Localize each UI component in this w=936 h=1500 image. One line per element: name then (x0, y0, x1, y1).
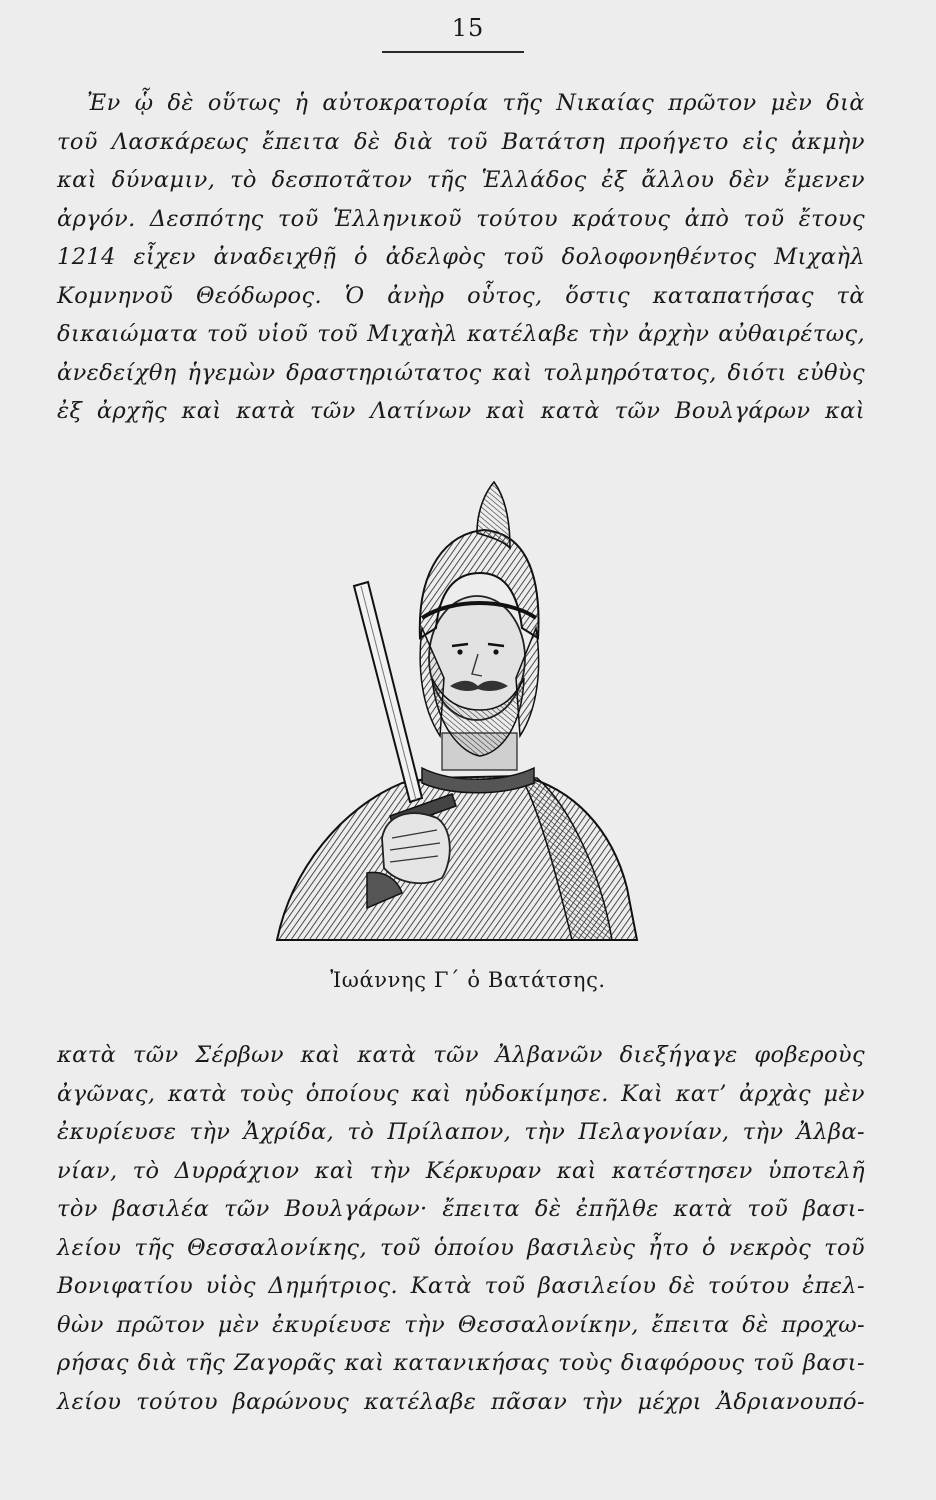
text-line: καὶ δύναμιν, τὸ δεσποτᾶτον τῆς Ἑλλάδος ἐξ ἄλλου δὲν ἔμενεν (57, 167, 865, 193)
text-line: ρήσας διὰ τῆς Ζαγορᾶς καὶ κατανικήσας τοὺς διαφόρους τοῦ βασι- (57, 1350, 865, 1376)
text-line: Κομνηνοῦ Θεόδωρος. Ὁ ἀνὴρ οὗτος, ὅστις καταπατήσας τὰ (57, 282, 865, 309)
paragraph-bottom (57, 1036, 865, 1421)
text-line: λείου τῆς Θεσσαλονίκης, τοῦ ὁποίου βασιλεὺς ἦτο ὁ νεκρὸς τοῦ (57, 1234, 865, 1261)
text-line: ἐκυρίευσε τὴν Ἀχρίδα, τὸ Πρίλαπον, τὴν Πελαγονίαν, τὴν Ἀλβα- (57, 1119, 865, 1145)
text-line: κατὰ τῶν Σέρβων καὶ κατὰ τῶν Ἀλβανῶν διεξήγαγε φοβεροὺς (57, 1042, 865, 1068)
paragraph-top (57, 84, 865, 431)
text-line: Βονιφατίου υἱὸς Δημήτριος. Κατὰ τοῦ βασιλείου δὲ τούτου ἐπελ- (57, 1273, 865, 1299)
text-line: λείου τούτου βαρώνους κατέλαβε πᾶσαν τὴν μέχρι Ἀδριανουπό- (57, 1388, 865, 1415)
portrait-engraving (272, 478, 642, 948)
header-rule (382, 51, 524, 53)
text-line: δικαιώματα τοῦ υἱοῦ τοῦ Μιχαὴλ κατέλαβε τὴν ἀρχὴν αὐθαιρέτως, (57, 321, 865, 347)
figure-caption: Ἰωάννης Γ΄ ὁ Βατάτσης. (330, 968, 606, 992)
text-line: ἐξ ἀρχῆς καὶ κατὰ τῶν Λατίνων καὶ κατὰ τῶν Βουλγάρων καὶ (57, 398, 865, 424)
text-line: θὼν πρῶτον μὲν ἐκυρίευσε τὴν Θεσσαλονίκην, ἔπειτα δὲ προχω- (57, 1311, 865, 1338)
text-line: ἀγῶνας, κατὰ τοὺς ὁποίους καὶ ηὐδοκίμησε. Καὶ κατ’ ἀρχὰς μὲν (57, 1080, 865, 1107)
text-line: τὸν βασιλέα τῶν Βουλγάρων· ἔπειτα δὲ ἐπῆλθε κατὰ τοῦ βασι- (57, 1196, 865, 1222)
text-line: ἀργόν. Δεσπότης τοῦ Ἑλληνικοῦ τούτου κράτους ἀπὸ τοῦ ἔτους (57, 205, 865, 232)
page-number: 15 (451, 14, 485, 42)
text-line: Ἐν ᾧ δὲ οὕτως ἡ αὐτοκρατορία τῆς Νικαίας πρῶτον μὲν διὰ (87, 90, 865, 116)
text-line: νίαν, τὸ Δυρράχιον καὶ τὴν Κέρκυραν καὶ κατέστησεν ὑποτελῆ (57, 1157, 865, 1184)
text-line: ἀνεδείχθη ἡγεμὼν δραστηριώτατος καὶ τολμηρότατος, διότι εὐθὺς (57, 359, 865, 386)
text-line: τοῦ Λασκάρεως ἔπειτα δὲ διὰ τοῦ Βατάτση προήγετο εἰς ἀκμὴν (57, 128, 865, 155)
text-line: 1214 εἶχεν ἀναδειχθῇ ὁ ἀδελφὸς τοῦ δολοφονηθέντος Μιχαὴλ (57, 244, 865, 270)
